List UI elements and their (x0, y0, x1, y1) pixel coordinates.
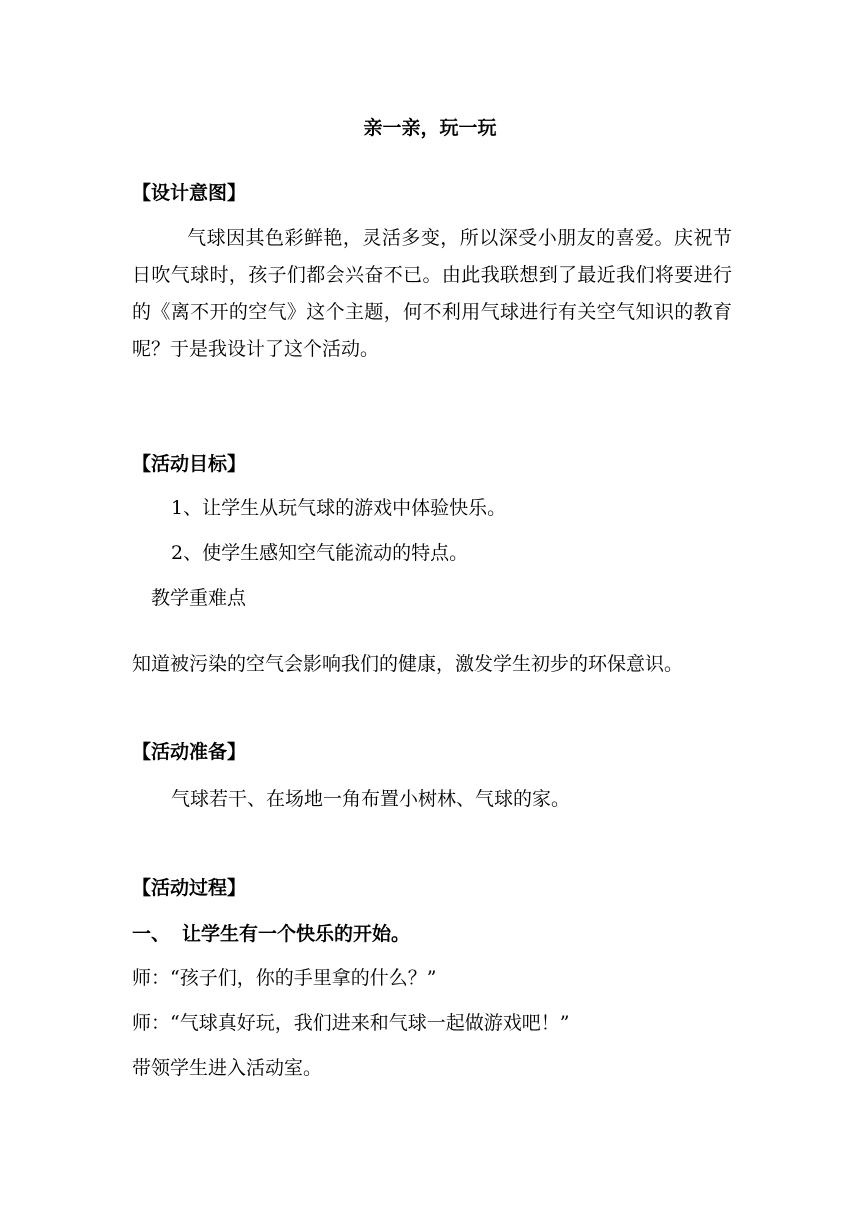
design-paragraph: 气球因其色彩鲜艳，灵活多变，所以深受小朋友的喜爱。庆祝节日吹气球时，孩子们都会兴奋不已。由此我联想到了最近我们将要进行的《离不开的空气》这个主题，何不利用气球进行有关空气知识的教育呢？于是我设计了这个活动。 (132, 227, 732, 360)
step1-number: 一、 (132, 923, 171, 945)
goals-heading: 【活动目标】 (132, 453, 247, 475)
goal-item-1: 1、让学生从玩气球的游戏中体验快乐。 (171, 497, 507, 519)
step1-title: 让学生有一个快乐的开始。 (182, 923, 411, 945)
key-points-text: 知道被污染的空气会影响我们的健康，激发学生初步的环保意识。 (132, 653, 684, 675)
dialogue-line-3: 带领学生进入活动室。 (132, 1057, 323, 1079)
dialogue-line-1: 师：“孩子们，你的手里拿的什么？” (132, 967, 437, 989)
document-title: 亲一亲，玩一玩 (363, 117, 497, 139)
dialogue-line-2: 师：“气球真好玩，我们进来和气球一起做游戏吧！” (132, 1012, 570, 1034)
prep-heading: 【活动准备】 (132, 741, 247, 763)
prep-text: 气球若干、在场地一角布置小树林、气球的家。 (171, 788, 571, 810)
design-heading: 【设计意图】 (132, 182, 247, 204)
key-points-label: 教学重难点 (151, 587, 247, 609)
goal-item-2: 2、使学生感知空气能流动的特点。 (171, 542, 469, 564)
process-heading: 【活动过程】 (132, 877, 247, 899)
